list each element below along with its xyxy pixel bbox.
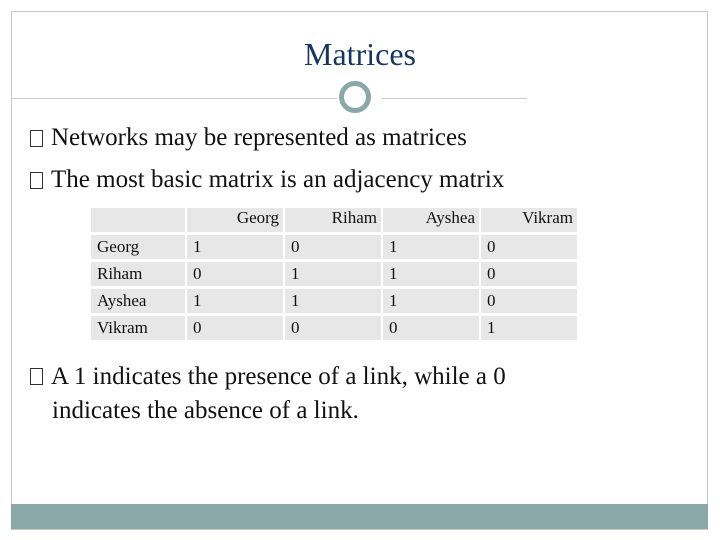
- title-rule-left: [11, 98, 337, 99]
- table-corner-cell: [91, 208, 185, 232]
- bullet-item: [30, 166, 504, 194]
- row-label: Georg: [91, 235, 185, 259]
- matrix-cell: 1: [285, 289, 381, 313]
- bullet-text: Networks may be represented as matrices: [51, 124, 467, 151]
- matrix-cell: 1: [187, 289, 283, 313]
- slide-title: Matrices: [304, 36, 416, 72]
- column-header: Riham: [285, 208, 381, 232]
- matrix-cell: 0: [481, 289, 577, 313]
- row-label: Ayshea: [91, 289, 185, 313]
- matrix-cell: 1: [383, 235, 479, 259]
- matrix-cell: 1: [481, 316, 577, 340]
- bullet-text-line1: A 1 indicates the presence of a link, while a 0: [51, 363, 506, 390]
- matrix-cell: 0: [285, 235, 381, 259]
- matrix-cell: 0: [481, 262, 577, 286]
- row-label: Riham: [91, 262, 185, 286]
- footer-bar: [11, 504, 708, 529]
- bullet-box-icon: [30, 130, 43, 147]
- matrix-cell: 0: [187, 316, 283, 340]
- matrix-cell: 1: [383, 289, 479, 313]
- table-row: [91, 289, 577, 313]
- circle-ornament-icon: [339, 81, 371, 113]
- matrix-cell: 1: [187, 235, 283, 259]
- bullet-text: The most basic matrix is an adjacency matrix: [51, 166, 505, 193]
- matrix-cell: 0: [383, 316, 479, 340]
- table-row: [91, 316, 577, 340]
- bullet-item: [30, 360, 630, 428]
- adjacency-matrix-table: [89, 205, 579, 343]
- title-rule-right: [382, 98, 527, 99]
- table-row: [91, 262, 577, 286]
- bullet-box-icon: [30, 368, 43, 385]
- bullet-text-line2: indicates the absence of a link.: [52, 397, 359, 424]
- table-row: [91, 235, 577, 259]
- column-header: Georg: [187, 208, 283, 232]
- bullet-box-icon: [30, 172, 43, 189]
- matrix-cell: 0: [285, 316, 381, 340]
- column-header: Ayshea: [383, 208, 479, 232]
- table-header-row: [91, 208, 577, 232]
- bullet-item: [30, 124, 467, 152]
- matrix-cell: 0: [187, 262, 283, 286]
- row-label: Vikram: [91, 316, 185, 340]
- matrix-cell: 1: [383, 262, 479, 286]
- matrix-cell: 0: [481, 235, 577, 259]
- column-header: Vikram: [481, 208, 577, 232]
- matrix-cell: 1: [285, 262, 381, 286]
